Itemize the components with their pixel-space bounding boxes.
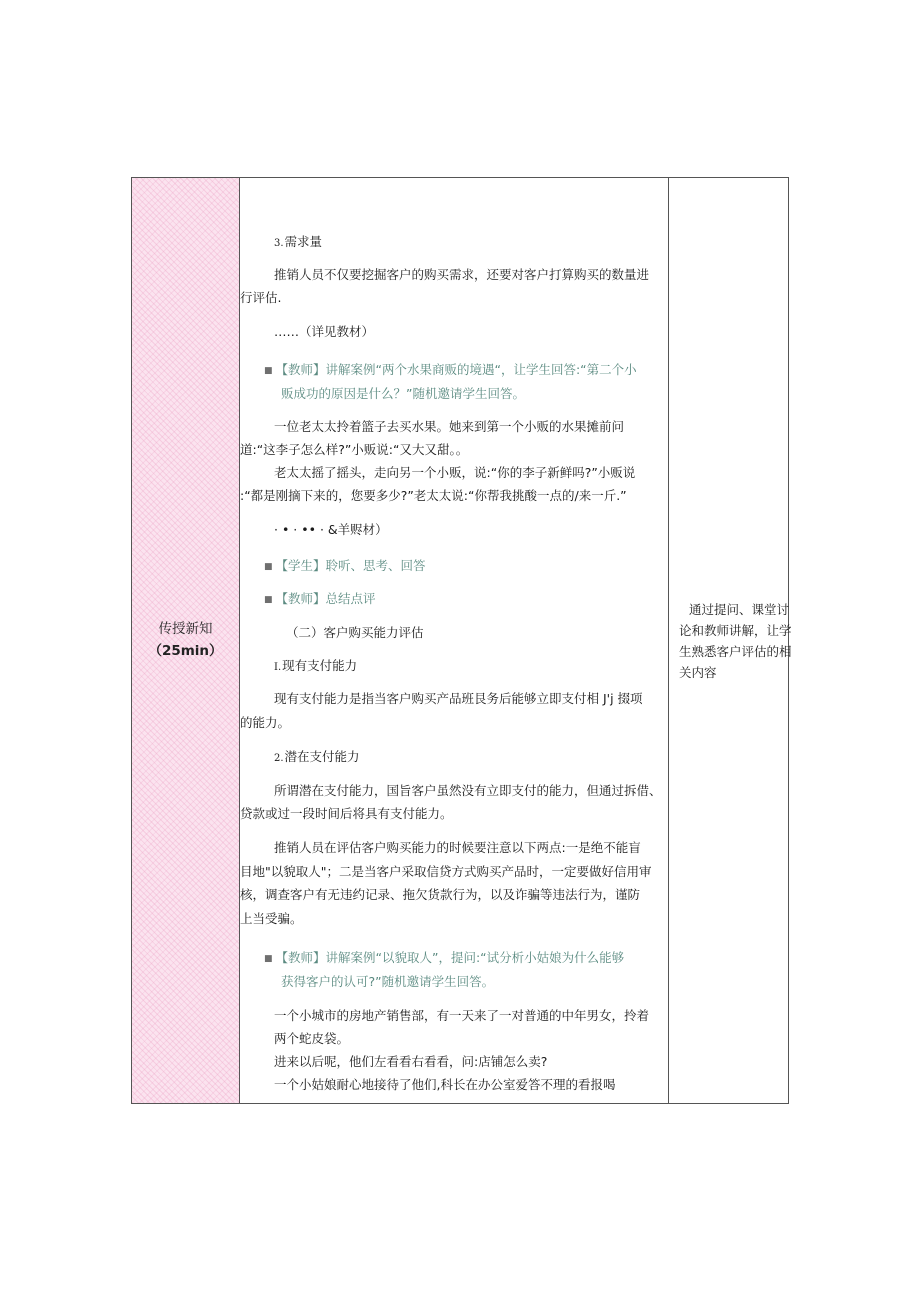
purpose-line2: 论和教师讲解，让学: [679, 623, 792, 638]
paragraph-demand-line2: 行评估.: [240, 290, 282, 305]
content-cell: [240, 178, 669, 1103]
paragraph-current-line2: 的能力。: [240, 715, 291, 730]
teacher-case1-line1: ■ 【教师】讲解案例“两个水果商贩的境遇“，让学生回答:“第二个小: [264, 362, 637, 377]
paragraph-attention-line1: 推销人员在评估客户购买能力的时候要注意以下两点:一是绝不能盲: [274, 840, 641, 855]
bullet-icon: ■: [264, 954, 273, 964]
paragraph-potential-line1: 所谓潜在支付能力，国旨客户虽然没有立即支付的能力，但通过拆借、: [274, 783, 662, 798]
heading-demand: 3.需求量: [274, 234, 323, 249]
paragraph-demand-line1: 推销人员不仅要挖掘客户的购买需求，还要对客户打算购买的数量进: [274, 267, 650, 282]
story1-line4: :“都是刚摘下来的，您要多少?”老太太说:“你帮我挑酸一点的/来一斤.”: [240, 488, 627, 503]
story1-line2: 道:“这李子怎么样?”小贩说:“又大又甜。。: [240, 442, 469, 457]
stage-title: 传授新知: [158, 621, 213, 637]
bullet-icon: ■: [264, 562, 273, 572]
story2-line1: 一个小城市的房地产销售部，有一天来了一对普通的中年男女，拎着: [274, 1008, 650, 1023]
story1-line3: 老太太摇了摇头，走向另一个小贩，说:“你的李子新鲜吗?”小贩说: [274, 465, 636, 480]
teacher-case2-line2: 获得客户的认可?”随机邀请学生回答。: [281, 974, 495, 989]
paragraph-current-line1: 现有支付能力是指当客户购买产品班艮务后能够立即支付相 J'j 掇项: [274, 691, 643, 706]
story1-source-note: · • · •• · &羊赆材）: [274, 522, 388, 537]
bullet-icon: ■: [264, 595, 273, 605]
stage-duration: （25min）: [148, 643, 223, 659]
section-purchasing-power: （二）客户购买能力评估: [286, 625, 424, 640]
see-textbook-note: ……（详见教材）: [274, 324, 375, 339]
paragraph-attention-line2: 目地"以貌取人"；二是当客户采取信贷方式购买产品时，一定要做好信用审: [240, 864, 652, 879]
stage-label: [132, 618, 239, 662]
story1-line1: 一位老太太拎着篮子去买水果。她来到第一个小贩的水果摊前问: [274, 419, 625, 434]
heading-current-ability: I.现有支付能力: [274, 658, 358, 673]
story2-line3: 进来以后呢，他们左看看右看看，问:店铺怎么卖?: [274, 1054, 548, 1069]
paragraph-attention-line3: 核，调查客户有无违约记录、拖欠货款行为，以及诈骗等违法行为，谨防: [240, 887, 641, 902]
purpose-line4: 关内容: [679, 665, 717, 680]
student-activity: ■ 【学生】聆听、思考、回答: [264, 558, 426, 573]
purpose-line1: 通过提问、课堂讨: [689, 602, 790, 617]
story2-line2: 两个蛇皮袋。: [274, 1031, 350, 1046]
purpose-text: [679, 599, 792, 683]
paragraph-attention-line4: 上当受骗。: [240, 911, 303, 926]
stage-cell: [132, 178, 240, 1103]
teacher-summary: ■ 【教师】总结点评: [264, 591, 376, 606]
bullet-icon: ■: [264, 366, 273, 376]
purpose-cell: [669, 178, 792, 1103]
heading-potential-ability: 2.潜在支付能力: [274, 749, 360, 764]
lesson-table: [131, 177, 792, 1104]
teacher-case1-line2: 贩成功的原因是什么？”随机邀请学生回答。: [281, 386, 525, 401]
purpose-line3: 生熟悉客户评估的相: [679, 644, 792, 659]
teacher-case2-line1: ■ 【教师】讲解案例“以貌取人”，提问:“试分析小姑娘为什么能够: [264, 950, 625, 965]
paragraph-potential-line2: 贷款或过一段时间后将具有支付能力。: [240, 806, 453, 821]
story2-line4: 一个小姑娘耐心地接待了他们,科长在办公室爱答不理的看报喝: [274, 1077, 616, 1092]
